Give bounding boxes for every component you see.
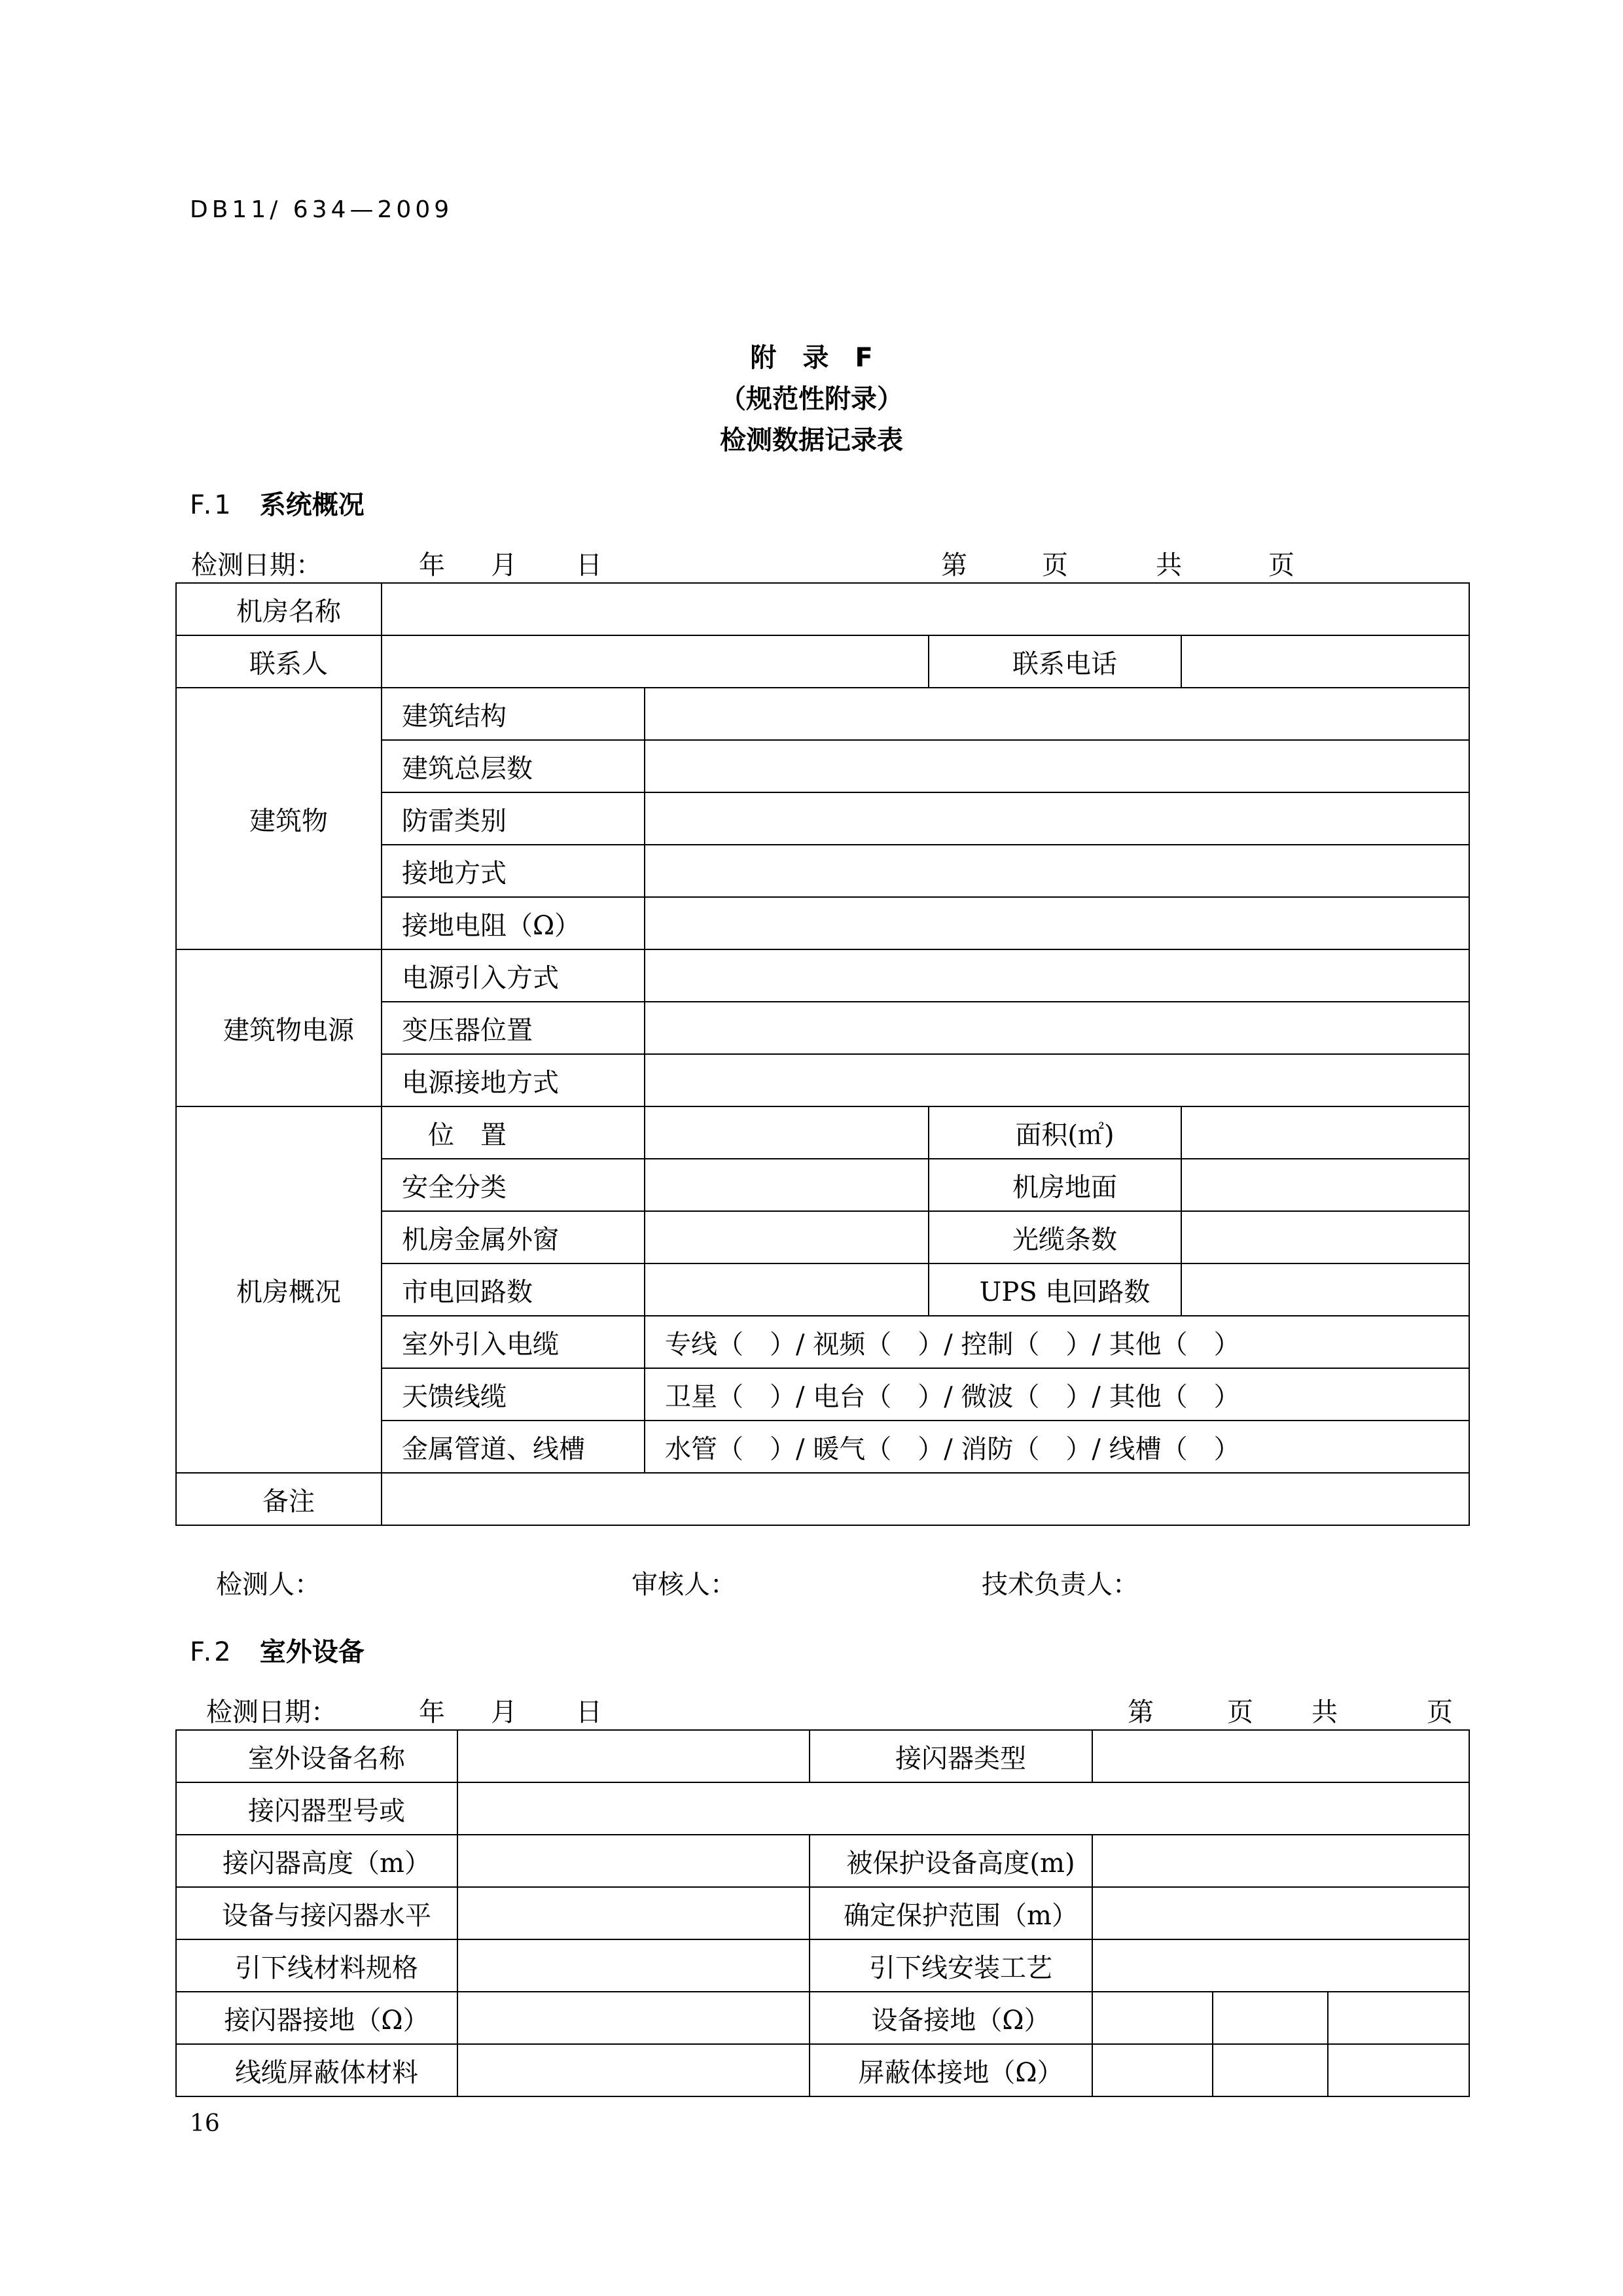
f1-page-ye: 页 xyxy=(1042,550,1068,580)
security-label: 安全分类 xyxy=(382,1159,645,1211)
down-conductor-spec-label: 引下线材料规格 xyxy=(176,1939,457,1992)
down-conductor-install-label: 引下线安装工艺 xyxy=(810,1939,1092,1992)
floor-label: 机房地面 xyxy=(929,1159,1181,1211)
down-conductor-spec-field[interactable] xyxy=(457,1939,810,1992)
fiber-count-field[interactable] xyxy=(1181,1211,1469,1263)
mains-circuits-field[interactable] xyxy=(645,1263,929,1316)
table-row xyxy=(176,583,1469,635)
location-field[interactable] xyxy=(645,1106,929,1159)
table-row xyxy=(176,1887,1469,1939)
grounding-method-label: 接地方式 xyxy=(382,845,645,897)
protected-height-field[interactable] xyxy=(1092,1835,1469,1887)
section-heading-f1 xyxy=(190,484,365,521)
shield-ground-label: 屏蔽体接地（Ω） xyxy=(810,2044,1092,2096)
metal-pipe-label: 金属管道、线槽 xyxy=(382,1421,645,1473)
down-conductor-install-field[interactable] xyxy=(1092,1939,1469,1992)
feeder-options[interactable]: 卫星（ ）/ 电台（ ）/ 微波（ ）/ 其他（ ） xyxy=(645,1368,1469,1421)
ups-circuits-label: UPS 电回路数 xyxy=(929,1263,1181,1316)
f1-page-gong: 共 xyxy=(1156,550,1182,580)
arrester-model-label: 接闪器型号或 xyxy=(176,1782,457,1835)
room-name-label: 机房名称 xyxy=(176,583,382,635)
document-code: DB11/ 634—2009 xyxy=(190,196,454,223)
appendix-name: 检测数据记录表 xyxy=(720,425,903,455)
outdoor-equipment-table xyxy=(175,1729,1470,2097)
metal-window-label: 机房金属外窗 xyxy=(382,1211,645,1263)
shield-ground-field-3[interactable] xyxy=(1328,2044,1469,2096)
table-row xyxy=(176,1835,1469,1887)
arrester-height-label: 接闪器高度（m） xyxy=(176,1835,457,1887)
f1-page-ye2: 页 xyxy=(1268,550,1294,580)
shield-material-field[interactable] xyxy=(457,2044,810,2096)
reviewer-label: 审核人： xyxy=(632,1570,736,1600)
power-grounding-field[interactable] xyxy=(645,1054,1469,1106)
power-entry-field[interactable] xyxy=(645,949,1469,1002)
system-overview-table xyxy=(175,582,1470,1526)
lightning-class-label: 防雷类别 xyxy=(382,792,645,845)
f2-date-label: 检测日期： xyxy=(206,1697,337,1727)
table-row xyxy=(176,1473,1469,1525)
remarks-label: 备注 xyxy=(176,1473,382,1525)
f2-page-ye: 页 xyxy=(1227,1697,1253,1727)
table-row xyxy=(176,1782,1469,1835)
table-row xyxy=(176,635,1469,688)
building-label: 建筑物 xyxy=(176,688,382,949)
floors-field[interactable] xyxy=(645,740,1469,792)
device-ground-field-2[interactable] xyxy=(1213,1992,1328,2044)
grounding-resistance-label: 接地电阻（Ω） xyxy=(382,897,645,949)
device-ground-field-3[interactable] xyxy=(1328,1992,1469,2044)
page-number: 16 xyxy=(190,2110,220,2137)
phone-label: 联系电话 xyxy=(929,635,1181,688)
area-field[interactable] xyxy=(1181,1106,1469,1159)
f1-date-year: 年 xyxy=(419,550,445,580)
table-row xyxy=(176,1106,1469,1159)
tech-lead-label: 技术负责人： xyxy=(982,1570,1139,1600)
horizontal-label: 设备与接闪器水平 xyxy=(176,1887,457,1939)
shield-ground-field-2[interactable] xyxy=(1213,2044,1328,2096)
shield-ground-field-1[interactable] xyxy=(1092,2044,1213,2096)
protect-range-field[interactable] xyxy=(1092,1887,1469,1939)
protect-range-label: 确定保护范围（m） xyxy=(810,1887,1092,1939)
f2-page-di: 第 xyxy=(1128,1697,1154,1727)
device-ground-label: 设备接地（Ω） xyxy=(810,1992,1092,2044)
arrester-model-field[interactable] xyxy=(457,1782,1469,1835)
f2-date-day: 日 xyxy=(576,1697,602,1727)
outdoor-cable-options[interactable]: 专线（ ）/ 视频（ ）/ 控制（ ）/ 其他（ ） xyxy=(645,1316,1469,1368)
building-power-label: 建筑物电源 xyxy=(176,949,382,1106)
f1-page-di: 第 xyxy=(941,550,967,580)
area-label: 面积(㎡) xyxy=(929,1106,1181,1159)
power-grounding-label: 电源接地方式 xyxy=(382,1054,645,1106)
grounding-method-field[interactable] xyxy=(645,845,1469,897)
floors-label: 建筑总层数 xyxy=(382,740,645,792)
section-title: 室外设备 xyxy=(259,1637,365,1667)
location-label: 位 置 xyxy=(382,1106,645,1159)
table-row xyxy=(176,2044,1469,2096)
room-name-field[interactable] xyxy=(382,583,1469,635)
fiber-count-label: 光缆条数 xyxy=(929,1211,1181,1263)
floor-field[interactable] xyxy=(1181,1159,1469,1211)
metal-window-field[interactable] xyxy=(645,1211,929,1263)
room-overview-label: 机房概况 xyxy=(176,1106,382,1473)
device-ground-field-1[interactable] xyxy=(1092,1992,1213,2044)
f2-date-month: 月 xyxy=(491,1697,517,1727)
section-heading-f2 xyxy=(190,1631,365,1669)
transformer-field[interactable] xyxy=(645,1002,1469,1054)
power-entry-label: 电源引入方式 xyxy=(382,949,645,1002)
outdoor-cable-label: 室外引入电缆 xyxy=(382,1316,645,1368)
table-row xyxy=(176,1939,1469,1992)
arrester-type-label: 接闪器类型 xyxy=(810,1730,1092,1782)
arrester-height-field[interactable] xyxy=(457,1835,810,1887)
section-number: F.1 xyxy=(190,490,234,520)
structure-field[interactable] xyxy=(645,688,1469,740)
mains-circuits-label: 市电回路数 xyxy=(382,1263,645,1316)
f1-date-label: 检测日期： xyxy=(191,550,322,580)
feeder-label: 天馈线缆 xyxy=(382,1368,645,1421)
arrester-type-field[interactable] xyxy=(1092,1730,1469,1782)
remarks-field[interactable] xyxy=(382,1473,1469,1525)
shield-material-label: 线缆屏蔽体材料 xyxy=(176,2044,457,2096)
structure-label: 建筑结构 xyxy=(382,688,645,740)
phone-field[interactable] xyxy=(1181,635,1469,688)
device-name-label: 室外设备名称 xyxy=(176,1730,457,1782)
table-row xyxy=(176,1730,1469,1782)
protected-height-label: 被保护设备高度(m) xyxy=(810,1835,1092,1887)
f2-date-year: 年 xyxy=(419,1697,445,1727)
ups-circuits-field[interactable] xyxy=(1181,1263,1469,1316)
contact-label: 联系人 xyxy=(176,635,382,688)
arrester-ground-field[interactable] xyxy=(457,1992,810,2044)
section-title: 系统概况 xyxy=(259,490,365,520)
horizontal-field[interactable] xyxy=(457,1887,810,1939)
grounding-resistance-field[interactable] xyxy=(645,897,1469,949)
device-name-field[interactable] xyxy=(457,1730,810,1782)
security-field[interactable] xyxy=(645,1159,929,1211)
metal-pipe-options[interactable]: 水管（ ）/ 暖气（ ）/ 消防（ ）/ 线槽（ ） xyxy=(645,1421,1469,1473)
appendix-title: 附 录 F xyxy=(750,343,873,373)
appendix-subtitle: （规范性附录） xyxy=(720,384,903,414)
inspector-label: 检测人： xyxy=(216,1570,321,1600)
arrester-ground-label: 接闪器接地（Ω） xyxy=(176,1992,457,2044)
transformer-label: 变压器位置 xyxy=(382,1002,645,1054)
table-row xyxy=(176,949,1469,1002)
table-row xyxy=(176,1992,1469,2044)
lightning-class-field[interactable] xyxy=(645,792,1469,845)
f1-date-month: 月 xyxy=(491,550,517,580)
f2-page-gong: 共 xyxy=(1311,1697,1338,1727)
f2-page-ye2: 页 xyxy=(1427,1697,1453,1727)
contact-field[interactable] xyxy=(382,635,929,688)
f1-date-day: 日 xyxy=(576,550,602,580)
section-number: F.2 xyxy=(190,1637,234,1667)
table-row xyxy=(176,688,1469,740)
